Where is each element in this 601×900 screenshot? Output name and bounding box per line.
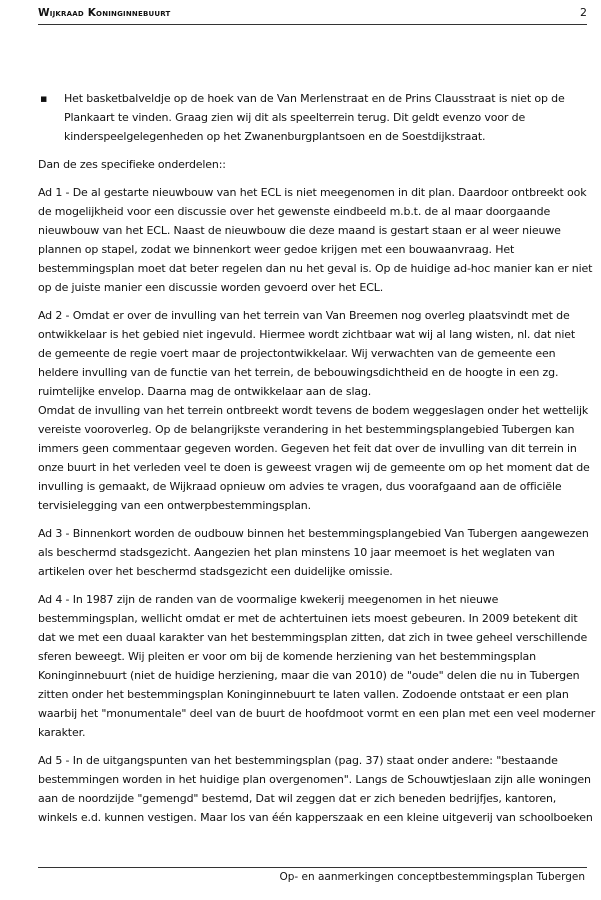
text-line: kinderspeelgelegenheden op het Zwanenburgplantsoen en de Soestdijkstraat. [64, 130, 486, 143]
text-line: Dan de zes specifieke onderdelen:: [38, 158, 226, 171]
text-line: bestemmingsplan moet dat beter regelen dan nu het geval is. Op de huidige ad-hoc manier kan er niet [38, 262, 593, 275]
text-line: Het basketbalveldje op de hoek van de Van Merlenstraat en de Prins Clausstraat is niet op de [64, 92, 565, 105]
document-body [38, 89, 596, 836]
text-line: Omdat de invulling van het terrein ontbreekt wordt tevens de bodem weggeslagen onder het wettelijk [38, 404, 589, 417]
bullet-item [38, 89, 590, 146]
text-line: karakter. [38, 726, 86, 739]
text-line: de gemeente de regie voert maar de projectontwikkelaar. Wij verwachten van de gemeente een [38, 347, 556, 360]
text-line: invulling is gemaakt, de Wijkraad opnieuw om advies te vragen, dus voorafgaand aan de officiële [38, 480, 562, 493]
header-title: Wijkraad Koninginnebuurt [38, 7, 171, 19]
intro-paragraph [38, 155, 590, 174]
page-number: 2 [580, 6, 587, 19]
footer-text: Op- en aanmerkingen conceptbestemmingsplan Tubergen [279, 871, 585, 883]
footer-divider [38, 867, 587, 868]
text-line: op de juiste manier een discussie worden gevoerd over het ECL. [38, 281, 384, 294]
text-line: Ad 2 - Omdat er over de invulling van het terrein van Van Breemen nog overleg plaatsvindt met de [38, 309, 570, 322]
paragraph-ad-5 [38, 751, 593, 827]
text-line: Ad 3 - Binnenkort worden de oudbouw binnen het bestemmingsplangebied Van Tubergen aangewezen [38, 527, 589, 540]
paragraph-ad-4 [38, 590, 596, 742]
text-line: waarbij het "monumentale" deel van de buurt de hoofdmoot vormt en een plan met een veel moderner [38, 707, 596, 720]
paragraph-ad-1 [38, 183, 593, 297]
text-line: ontwikkelaar is het gebied niet ingevuld. Hiermee wordt zichtbaar wat wij al lang wisten, nl. dat niet [38, 328, 576, 341]
text-line: Koninginnebuurt (niet de huidige herziening, maar die van 2010) de "oude" delen die nu in Tubergen [38, 669, 580, 682]
paragraph-ad-3 [38, 524, 590, 581]
text-line: ruimtelijke envelop. Daarna mag de ontwikkelaar aan de slag. [38, 385, 372, 398]
bullet-icon: ▪ [40, 92, 48, 105]
text-line: als beschermd stadsgezicht. Aangezien het plan minstens 10 jaar meemoet is het weglaten van [38, 546, 555, 559]
text-line: Ad 1 - De al gestarte nieuwbouw van het ECL is niet meegenomen in dit plan. Daardoor ontbreekt ook [38, 186, 587, 199]
text-line: bestemmingsplan, wellicht omdat er met de achtertuinen iets moest gebeuren. In 2009 betekent dit [38, 612, 578, 625]
text-line: immers geen commentaar gegeven worden. Gegeven het feit dat over de invulling van dit terrein in [38, 442, 577, 455]
text-line: artikelen over het beschermd stadsgezicht een duidelijke omissie. [38, 565, 393, 578]
text-line: bestemmingen worden in het huidige plan overgenomen". Langs de Schouwtjeslaan zijn alle woningen [38, 773, 591, 786]
text-line: vereiste vooroverleg. Op de belangrijkste verandering in het bestemmingsplangebied Tubergen kan [38, 423, 575, 436]
page-header [38, 6, 587, 25]
text-line: plannen op stapel, zodat we binnenkort weer gedoe krijgen met een bouwaanvraag. Het [38, 243, 515, 256]
text-line: de mogelijkheid voor een discussie over het gewenste eindbeeld m.b.t. de al maar doorgaande [38, 205, 551, 218]
paragraph-ad-2 [38, 306, 590, 515]
text-line: zitten onder het bestemmingsplan Koninginnebuurt te laten vallen. Zodoende ontstaat er een plan [38, 688, 569, 701]
text-line: Ad 4 - In 1987 zijn de randen van de voormalige kwekerij meegenomen in het nieuwe [38, 593, 499, 606]
text-line: onze buurt in het verleden veel te doen is geweest vragen wij de gemeente om op het moment dat de [38, 461, 590, 474]
text-line: dat we met een duaal karakter van het bestemmingsplan zitten, dat zich in twee geheel verschillende [38, 631, 588, 644]
text-line: sferen beweegt. Wij pleiten er voor om bij de komende herziening van het bestemmingsplan [38, 650, 536, 663]
text-line: Plankaart te vinden. Graag zien wij dit als speelterrein terug. Dit geldt evenzo voor de [64, 111, 526, 124]
text-line: heldere invulling van de functie van het terrein, de bebouwingsdichtheid en de hoogte in een zg. [38, 366, 559, 379]
text-line: winkels e.d. kunnen vestigen. Maar los van één kapperszaak en een kleine uitgeverij van schoolboeken [38, 811, 593, 824]
text-line: tervisielegging van een ontwerpbestemmingsplan. [38, 499, 311, 512]
text-line: aan de noordzijde "gemengd" bestemd, Dat wil zeggen dat er zich beneden bedrijfjes, kantoren, [38, 792, 557, 805]
text-line: Ad 5 - In de uitgangspunten van het bestemmingsplan (pag. 37) staat onder andere: "bestaande [38, 754, 558, 767]
text-line: nieuwbouw van het ECL. Naast de nieuwbouw die deze maand is gestart staan er al weer nieuwe [38, 224, 561, 237]
